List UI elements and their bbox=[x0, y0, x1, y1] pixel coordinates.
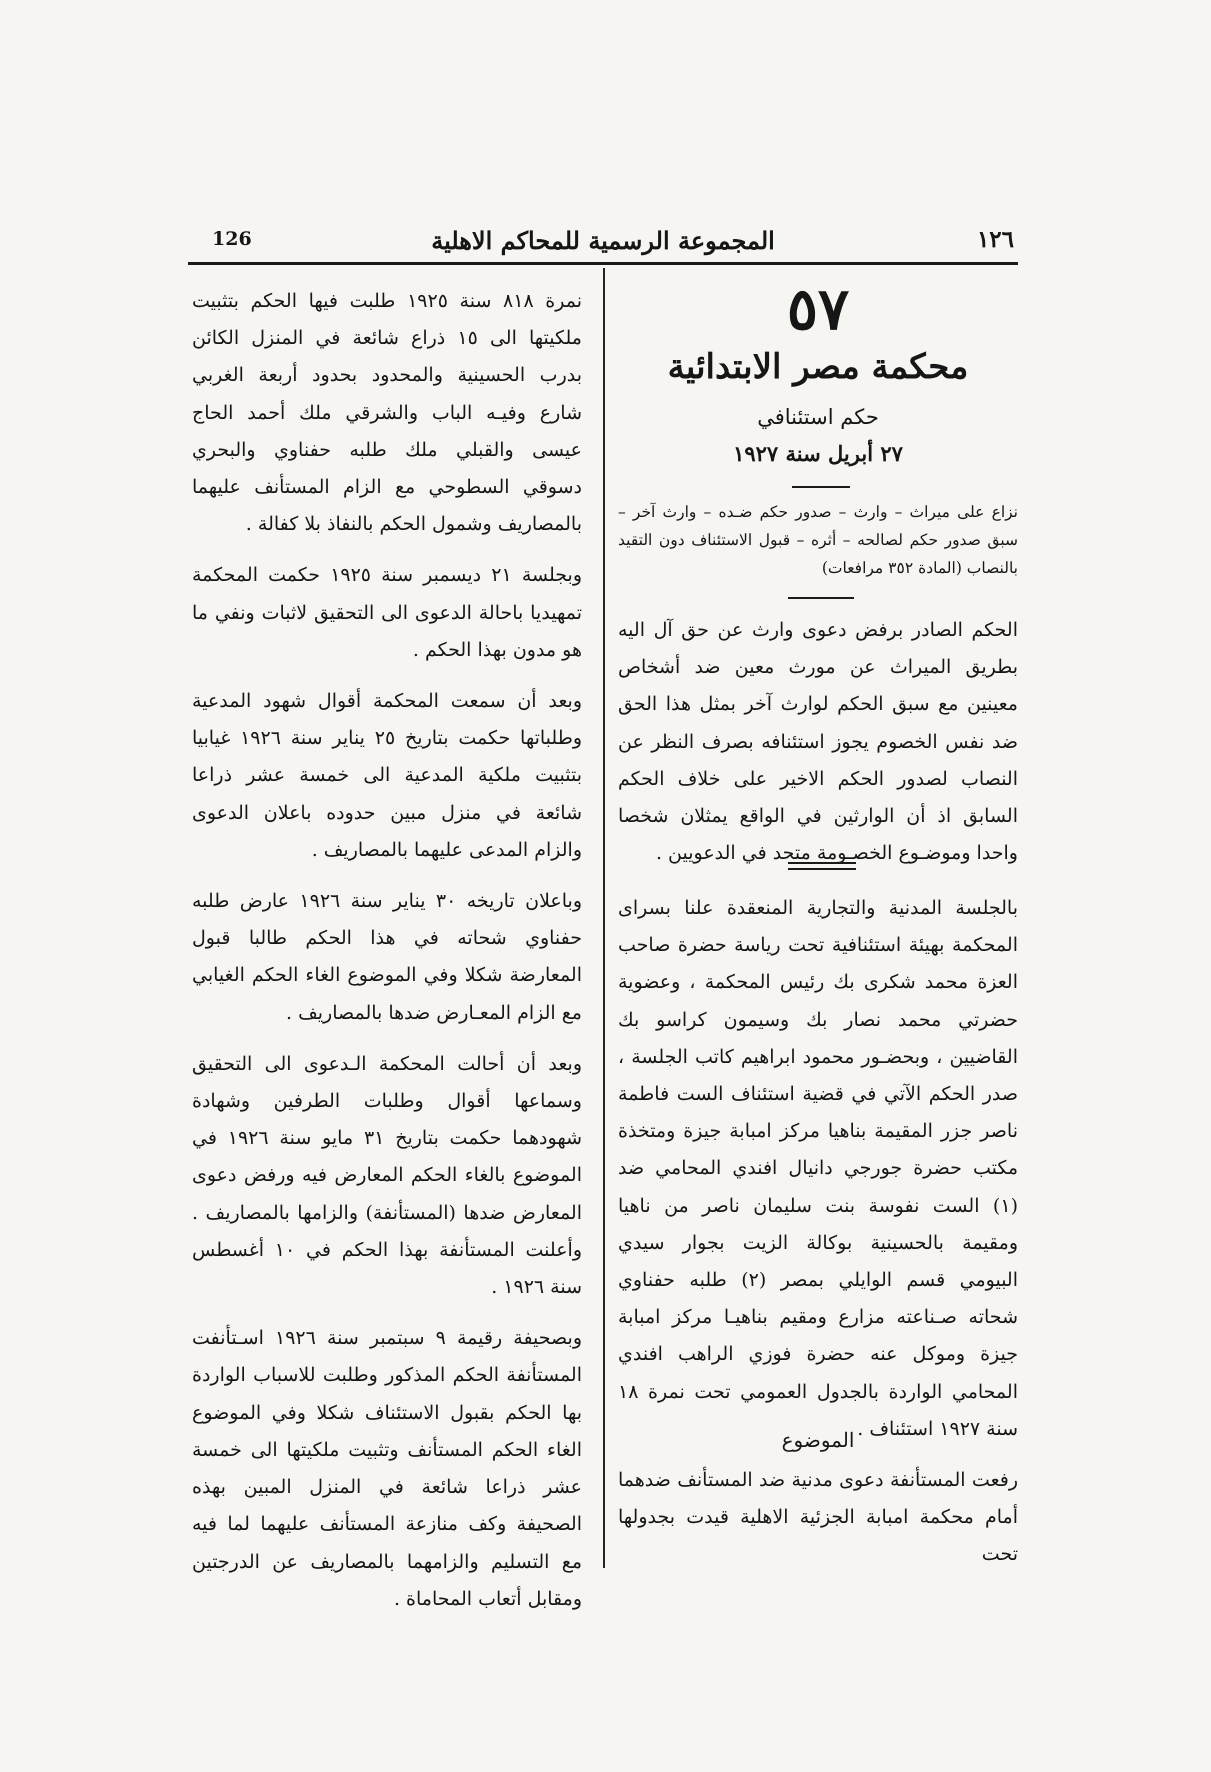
left-paragraph: وبعد أن أحالت المحكمة الـدعوى الى التحقيق وسماعها أقوال وطلبات الطرفين وشهادة شهودهما حكمت بتاريخ ٣١ مايو سنة ١٩٢٦ في الموضوع بالغاء الحكم المعارض فيه ورفض دعوى المعارض ضدها (المستأنفة) والزامها بالمصاريف . وأعلنت المستأنفة بهذا الحكم في ١٠ أغسطس سنة ١٩٢٦ . bbox=[192, 1052, 582, 1299]
summary-paragraph: الحكم الصادر برفض دعوى وارث عن حق آل اليه بطريق الميراث عن مورث معين ضد أشخاص معينين مع سبق الحكم لوارث آخر بمثل هذا الحق ضد نفس الخصوم يجوز استئنافه بصرف النظر عن النصاب لصدور الحكم الاخير على خلاف الحكم السابق اذ أن الوارثين في الواقع يمثلان شخصا واحدا وموضـوع الخصـومة متحد في الدعويين . bbox=[618, 619, 1018, 865]
subject-paragraph: رفعت المستأنفة دعوى مدنية ضد المستأنف ضدهما أمام محكمة امبابة الجزئية الاهلية قيدت بجدولها تحت bbox=[618, 1469, 1018, 1566]
subject-heading: الموضوع bbox=[781, 1428, 855, 1452]
left-paragraph: وبصحيفة رقيمة ٩ سبتمبر سنة ١٩٢٦ اسـتأنفت المستأنفة الحكم المذكور وطلبت للاسباب الواردة بها الحكم بقبول الاستئناف شكلا وفي الموضوع الغاء الحكم المستأنف وتثبيت ملكيتها الى خمسة عشر ذراعا شائعة في المنزل المبين بهذه الصحيفة وكف منازعة المستأنف عليهما لما فيه مع التسليم والزامهما بالمصاريف عن الدرجتين ومقابل أتعاب المحاماة . bbox=[192, 1327, 582, 1610]
page-header bbox=[188, 222, 1018, 265]
case-keywords: نزاع على ميراث – وارث – صدور حكم ضـده – وارث آخر – سبق صدور حكم لصالحه – أثره – قبول الاستئناف دون التقيد بالنصاب (المادة ٣٥٢ مرافعات) bbox=[618, 503, 1018, 577]
separator-rule bbox=[792, 486, 850, 488]
court-name: محكمة مصر الابتدائية bbox=[667, 347, 969, 387]
facts-paragraph: بالجلسة المدنية والتجارية المنعقدة علنا بسراى المحكمة بهيئة استئنافية تحت رياسة حضرة صاحب العزة محمد شكرى بك رئيس المحكمة ، وعضوية حضرتي محمد نصار بك وسيمون كراسو بك القاضيين ، وبحضـور محمود ابراهيم كاتب الجلسة ، صدر الحكم الآتي في قضية استئناف الست فاطمة ناصر جزر المقيمة بناهيا مركز امبابة جيزة ومتخذة مكتب حضرة جورجي دانيال افندي المحامي ضد (١) الست نفوسة بنت سليمان ناصر من ناهيا ومقيمة بالحسينية بوكالة الزيت بجوار سيدي البيومي قسم الوايلي بمصر (٢) طلبه حفناوي شحاته صـناعته مزارع ومقيم بناهيـا مركز امبابة جيزة وموكل عنه حضرة فوزي الراهب افندي المحامي الواردة بالجدول العمومي تحت نمرة ١٨ سنة ١٩٢٧ استئناف . bbox=[618, 897, 1019, 1440]
publication-title: المجموعة الرسمية للمحاكم الاهلية bbox=[431, 226, 775, 255]
left-column bbox=[192, 283, 582, 1618]
left-paragraph: وبعد أن سمعت المحكمة أقوال شهود المدعية وطلباتها حكمت بتاريخ ٢٥ يناير سنة ١٩٢٦ غيابيا بتثبيت ملكية المدعية الى خمسة عشر ذراعا شائعة في منزل مبين حدوده باعلان الدعوى والزام المدعى عليهما بالمصاريف . bbox=[192, 690, 583, 861]
left-paragraph: نمرة ٨١٨ سنة ١٩٢٥ طلبت فيها الحكم بتثبيت ملكيتها الى ١٥ ذراع شائعة في المنزل الكائن بدرب الحسينية والمحدود بحدود أربعة الغربي شارع وفيـه الباب والشرقي ملك أحمد الحاج عيسى والقبلي ملك طلبه حفناوي والبحري دسوقي السطوحي مع الزام المستأنف عليهما بالمصاريف وشمول الحكم بالنفاذ بلا كفالة . bbox=[192, 290, 583, 536]
ruling-date: ٢٧ أبريل سنة ١٩٢٧ bbox=[733, 441, 903, 466]
column-divider bbox=[603, 268, 605, 1568]
double-separator-rule bbox=[788, 862, 856, 870]
left-paragraph: وبجلسة ٢١ ديسمبر سنة ١٩٢٥ حكمت المحكمة تمهيديا باحالة الدعوى الى التحقيق لاثبات ونفي ما هو مدون بهذا الحكم . bbox=[192, 564, 582, 661]
separator-rule bbox=[788, 597, 854, 599]
ruling-type: حكم استئنافي bbox=[757, 405, 879, 429]
page-number-latin: 126 bbox=[212, 228, 252, 250]
case-summary bbox=[618, 612, 1018, 872]
case-facts bbox=[618, 890, 1018, 1448]
left-paragraph: وباعلان تاريخه ٣٠ يناير سنة ١٩٢٦ عارض طلبه حفناوي شحاته في هذا الحكم طالبا قبول المعارضة شكلا وفي الموضوع الغاء الحكم الغيابي مع الزام المعـارض ضدها بالمصاريف . bbox=[192, 890, 582, 1024]
page-number-arabic: ١٢٦ bbox=[976, 226, 1014, 253]
subject-section bbox=[618, 1462, 1018, 1574]
case-number: ٥٧ bbox=[786, 275, 850, 343]
